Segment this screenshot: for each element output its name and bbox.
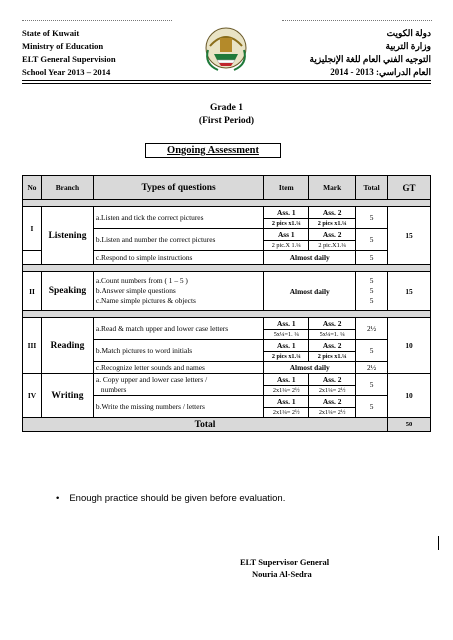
row-total: 5 (356, 207, 388, 229)
gt-reading: 10 (388, 318, 431, 374)
row-total: 2½ (356, 318, 388, 340)
ass-label: Ass. 2 (309, 374, 356, 386)
header-right-line: العام الدراسي: 2013 - 2014 (330, 67, 431, 77)
mark-calc: 2 pic.X 1.¼ (264, 241, 309, 251)
period-line: (First Period) (198, 116, 255, 126)
row-no: I (23, 207, 42, 251)
table-spacer (23, 200, 431, 207)
ass-label: Ass. 1 (264, 374, 309, 386)
header-branch: Branch (41, 176, 93, 200)
question: b.Listen and number the correct pictures (93, 229, 263, 251)
header-item: Item (264, 176, 309, 200)
bullet-icon: • (56, 493, 60, 504)
question: b.Write the missing numbers / letters (93, 396, 263, 418)
question: c.Respond to simple instructions (93, 251, 263, 265)
row-total: 5 (369, 276, 374, 285)
table-row (23, 207, 431, 219)
question: c.Name simple pictures & objects (95, 296, 196, 305)
row-total: 5 (369, 296, 374, 305)
table-row (23, 272, 431, 285)
branch-speaking: Speaking (41, 272, 93, 311)
question-group (93, 272, 263, 311)
table-spacer (23, 311, 431, 318)
mark-almost-daily: Almost daily (264, 251, 356, 265)
header-right-line: التوجيه الفني العام للغة الإنجليزية (309, 54, 431, 64)
question-line: numbers (100, 384, 127, 394)
practice-note (56, 493, 285, 504)
row-no: III (23, 318, 42, 374)
header-left (22, 27, 116, 79)
header-right-line: وزارة التربية (385, 41, 431, 51)
table-row (23, 318, 431, 330)
header-left-line: State of Kuwait (22, 28, 80, 38)
mark-calc: 2 pics x1.¼ (264, 219, 309, 229)
question: a.Listen and tick the correct pictures (93, 207, 263, 229)
grade-heading (0, 102, 453, 128)
signature-name: Nouria Al-Sedra (252, 569, 312, 579)
table-row (23, 374, 431, 386)
ass-label: Ass. 2 (309, 207, 356, 219)
question (93, 374, 263, 396)
mark-calc: 2 pics x1.¼ (309, 352, 356, 362)
ass-label: Ass. 1 (264, 318, 309, 330)
row-no: II (23, 272, 42, 311)
mark-calc: 2x1¼= 2½ (264, 386, 309, 396)
row-total: 5 (369, 286, 374, 295)
text-cursor-mark (438, 536, 439, 550)
signature-block (240, 556, 329, 580)
ass-label: Ass. 2 (309, 340, 356, 352)
mark-calc: 5x¼=1. ¼ (264, 330, 309, 340)
header-left-line: School Year 2013 – 2014 (22, 67, 111, 77)
header-left-line: Ministry of Education (22, 41, 104, 51)
assessment-title (145, 143, 281, 158)
ass-label: Ass. 2 (309, 396, 356, 408)
header-gt: GT (388, 176, 431, 200)
question: b.Match pictures to word initials (93, 340, 263, 362)
ass-label: Ass 1 (264, 229, 309, 241)
header-no: No (23, 176, 42, 200)
ass-label: Ass. 1 (264, 207, 309, 219)
header-total: Total (356, 176, 388, 200)
header-rule-double (22, 83, 431, 84)
header-mark: Mark (309, 176, 356, 200)
branch-listening: Listening (41, 207, 93, 265)
total-row (23, 418, 431, 432)
table-spacer (23, 265, 431, 272)
question: c.Recognize letter sounds and names (93, 362, 263, 374)
row-total: 5 (356, 396, 388, 418)
total-label: Total (23, 418, 388, 432)
row-total: 5 (356, 229, 388, 251)
row-total: 5 (356, 340, 388, 362)
row-total: 5 (356, 374, 388, 396)
question: b.Answer simple questions (95, 286, 176, 295)
mark-almost-daily: Almost daily (264, 362, 356, 374)
assessment-title-text: Ongoing Assessment (167, 145, 259, 156)
row-total-group (356, 272, 388, 311)
header-left-line: ELT General Supervision (22, 54, 116, 64)
gt-writing: 10 (388, 374, 431, 418)
ass-label: Ass. 1 (264, 340, 309, 352)
gt-speaking: 15 (388, 272, 431, 311)
grade-line: Grade 1 (210, 103, 243, 113)
assessment-table (22, 175, 431, 432)
mark-calc: 2 pic.X1.¼ (309, 241, 356, 251)
mark-calc: 5x¼=1. ¼ (309, 330, 356, 340)
ass-label: Ass. 2 (309, 229, 356, 241)
header-dotted-rule-left (22, 20, 172, 21)
table-header-row (23, 176, 431, 200)
mark-almost-daily: Almost daily (264, 272, 356, 311)
total-value: 50 (388, 418, 431, 432)
ass-label: Ass. 2 (309, 318, 356, 330)
header-right (310, 27, 431, 79)
question-line: a. Copy upper and lower case letters / (95, 374, 208, 384)
branch-reading: Reading (41, 318, 93, 374)
mark-calc: 2 pics x1.¼ (309, 219, 356, 229)
header-right-line: دولة الكويت (386, 28, 431, 38)
signature-title: ELT Supervisor General (240, 557, 330, 567)
row-no-empty (23, 251, 42, 265)
kuwait-emblem-logo (200, 24, 252, 76)
mark-calc: 2x1¼= 2½ (309, 386, 356, 396)
gt-listening: 15 (388, 207, 431, 265)
note-text: Enough practice should be given before evaluation. (69, 493, 286, 504)
question: a.Read & match upper and lower case letters (93, 318, 263, 340)
header-rule (22, 80, 431, 81)
row-total: 5 (356, 251, 388, 265)
header-dotted-rule-right (282, 20, 432, 21)
row-total: 2½ (356, 362, 388, 374)
row-no: IV (23, 374, 42, 418)
mark-calc: 2x1¼= 2½ (309, 408, 356, 418)
branch-writing: Writing (41, 374, 93, 418)
mark-calc: 2 pics x1.¼ (264, 352, 309, 362)
mark-calc: 2x1¼= 2½ (264, 408, 309, 418)
question: a.Count numbers from ( 1 – 5 ) (95, 276, 188, 285)
header-types: Types of questions (93, 176, 263, 200)
ass-label: Ass. 1 (264, 396, 309, 408)
